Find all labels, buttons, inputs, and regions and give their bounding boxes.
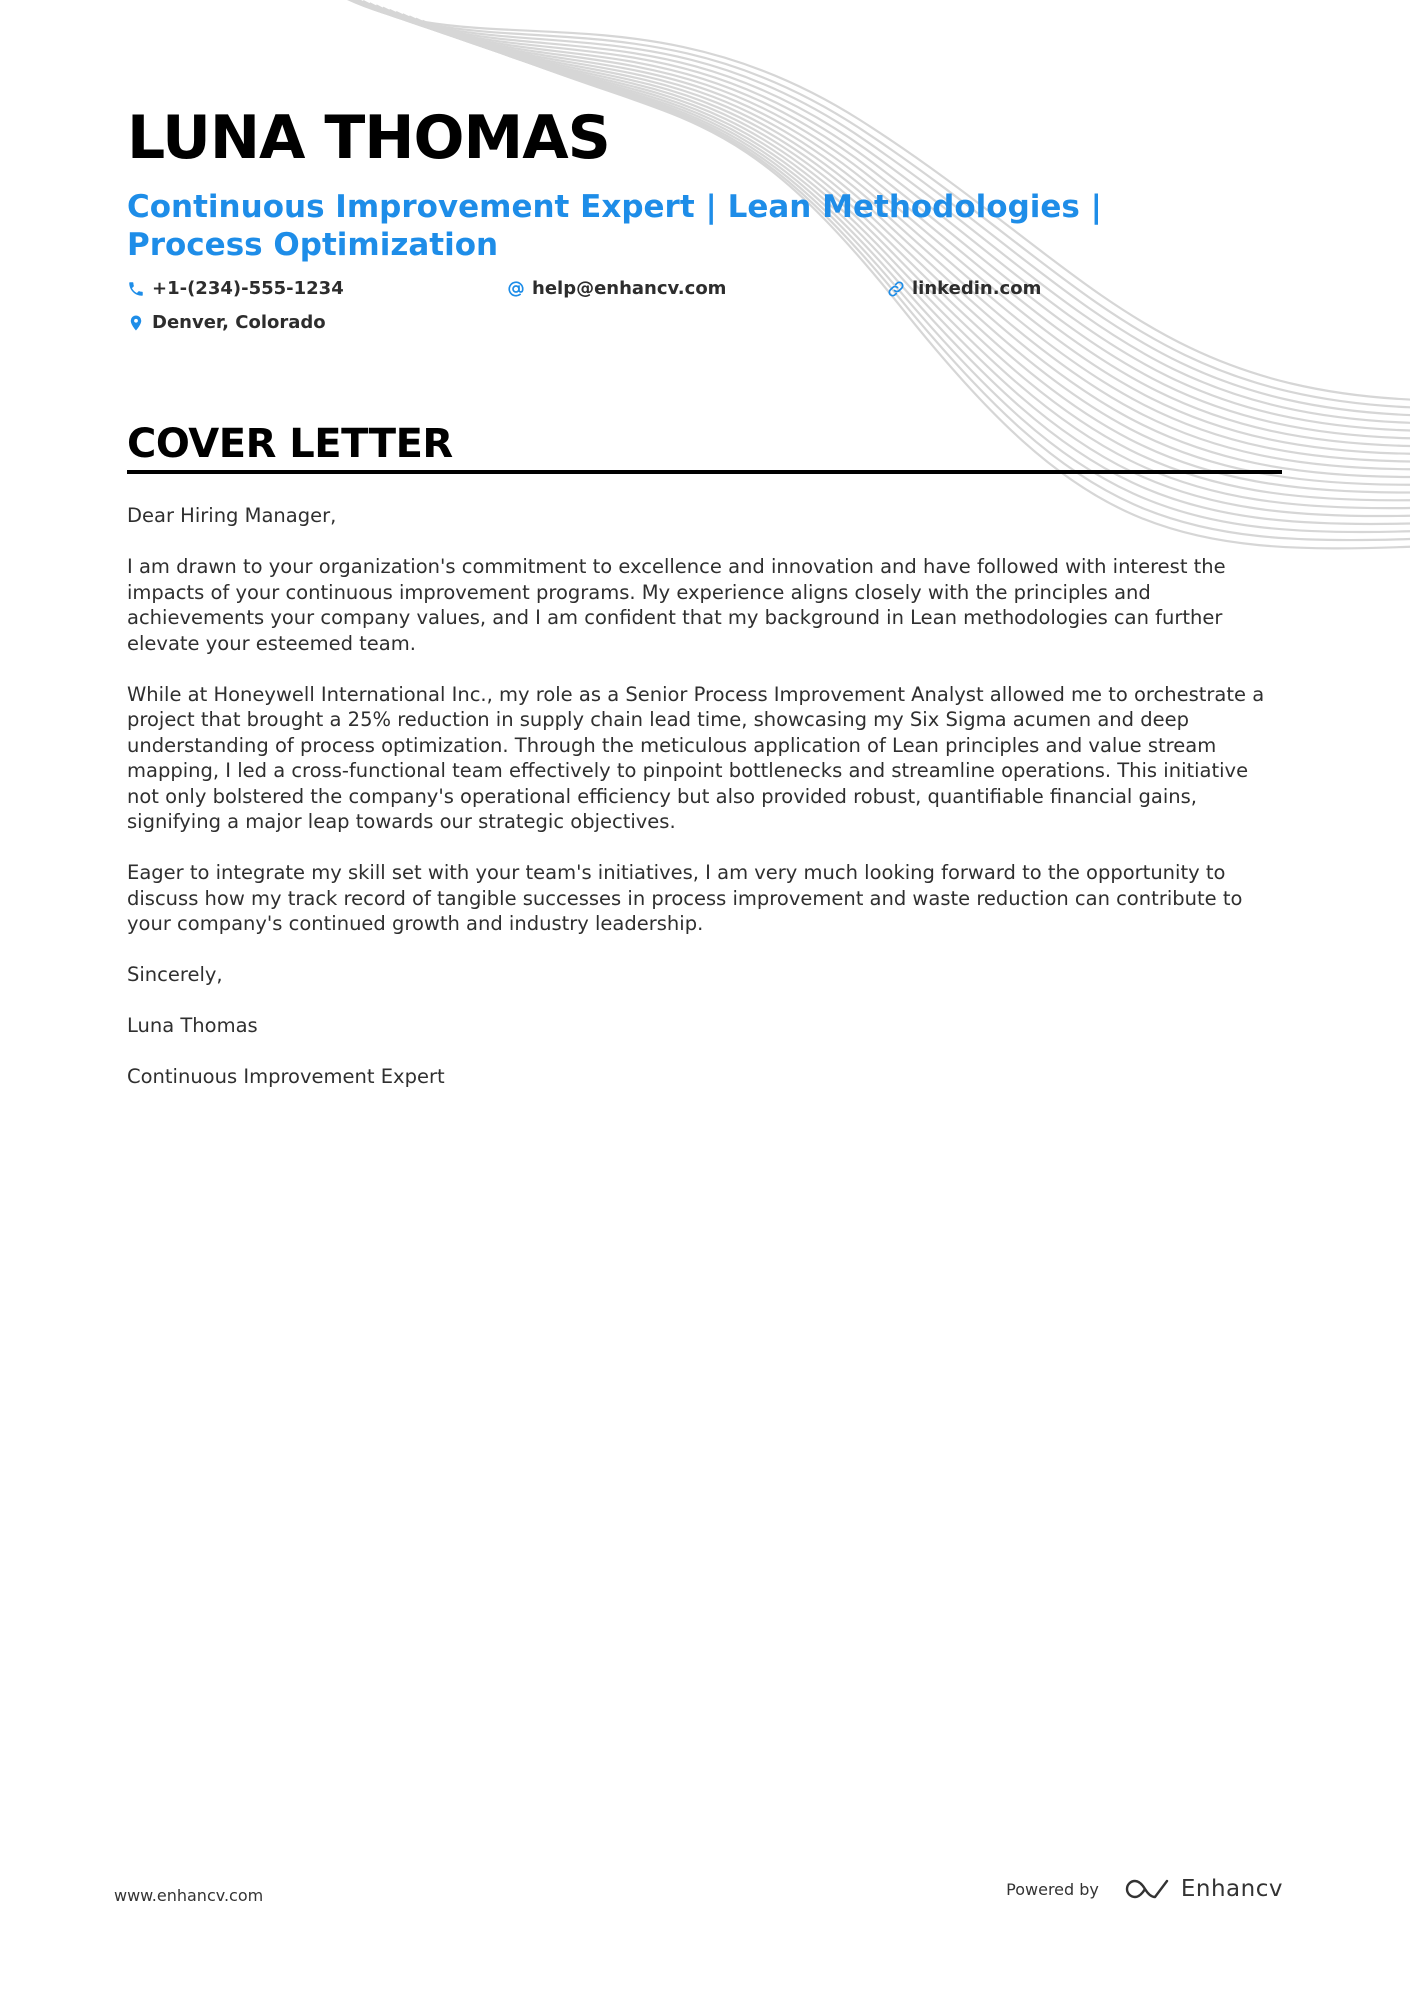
signature-name: Luna Thomas [127,1014,258,1037]
section-title: COVER LETTER [127,421,453,467]
footer-website[interactable]: www.enhancv.com [114,1886,264,1905]
letter-body [127,503,1282,1115]
letter-closing: Sincerely, [127,963,223,986]
contact-email[interactable] [507,278,726,299]
email-text: help@enhancv.com [532,278,727,299]
wave-line [429,23,1410,516]
footer-branding [1006,1876,1283,1902]
brand-name: Enhancv [1180,1876,1283,1902]
link-icon [887,280,905,298]
letter-greeting: Dear Hiring Manager, [127,504,337,527]
location-pin-icon [127,314,145,332]
powered-by-label: Powered by [1006,1879,1099,1899]
wave-line [422,21,1410,508]
contact-linkedin[interactable] [887,278,1041,299]
enhancv-logo-icon [1125,1876,1171,1902]
candidate-name: LUNA THOMAS [127,103,610,173]
contact-phone [127,278,344,299]
section-divider [127,470,1282,474]
location-text: Denver, Colorado [152,312,326,333]
at-icon [507,280,525,298]
signature-title: Continuous Improvement Expert [127,1065,445,1088]
phone-text: +1-(234)-555-1234 [152,278,344,299]
letter-paragraph: While at Honeywell International Inc., my role as a Senior Process Improvement Analyst allowed me to orchestrate a project that brought a 25% reduction in supply chain lead time, showcasing my Six Sigma acumen and deep understanding of process optimization. Through the meticulous application of Lean principles and value stream mapping, I led a cross-functional team effectively to pinpoint bottlenecks and streamline operations. This initiative not only bolstered the company's operational efficiency but also provided robust, quantifiable financial gains, signifying a major leap towards our strategic objectives. [127,682,1265,833]
letter-paragraph: Eager to integrate my skill set with your team's initiatives, I am very much looking forward to the opportunity to discuss how my track record of tangible successes in process improvement and waste reduction can contribute to your company's continued growth and industry leadership. [127,861,1243,935]
contact-location [127,312,326,333]
linkedin-text: linkedin.com [912,278,1042,299]
candidate-headline: Continuous Improvement Expert | Lean Methodologies | Process Optimization [127,189,1103,263]
phone-icon [127,280,145,298]
contact-info [127,276,1282,346]
wave-line [436,25,1410,524]
letter-paragraph: I am drawn to your organization's commitment to excellence and innovation and have followed with interest the impacts of your continuous improvement programs. My experience aligns closely with the principles and achievements your company values, and I am confident that my background in Lean methodologies can further elevate your esteemed team. [127,555,1226,655]
